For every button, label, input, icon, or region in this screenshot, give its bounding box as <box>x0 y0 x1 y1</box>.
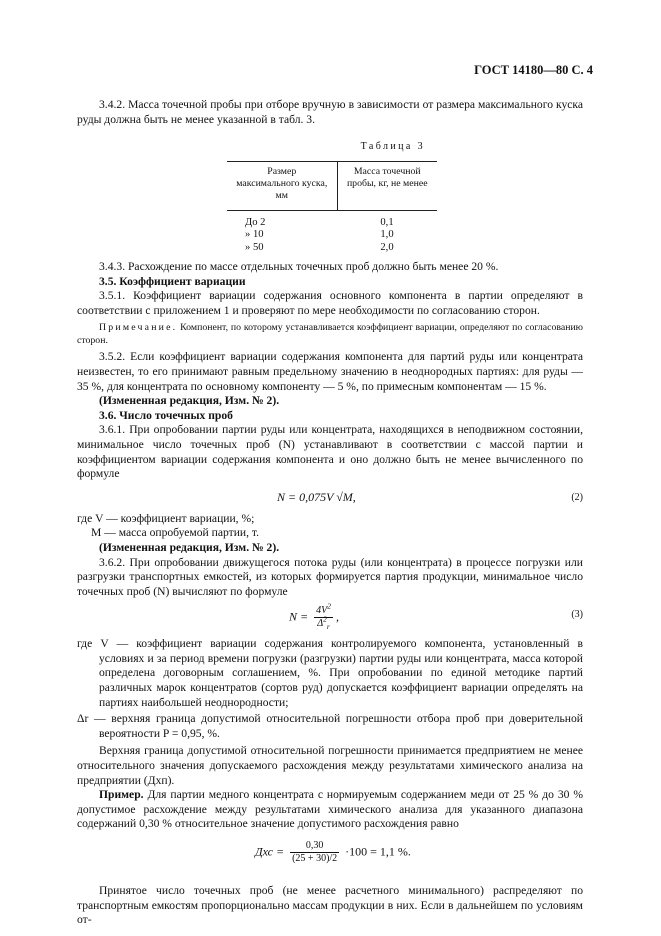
paragraph-3-6-1: 3.6.1. При опробовании партии руды или концентрата, находящихся в неподвижном состоянии, минимальное число точечных проб (N) устанавливают в соответствии с массой партии и коэффициентом вариации содержания компонента и оно должно быть не менее вычисленного по формуле <box>77 423 583 481</box>
document-body <box>77 98 583 928</box>
formula-4-numerator: 0,30 <box>290 840 339 853</box>
paragraph-3-6-2: 3.6.2. При опробовании движущегося потока руды (или концентрата) в процессе погрузки или разгрузки транспортных емкостей, из которых формируется партия продукции, минимальное число точечных проб (N) вычисляют по формуле <box>77 555 583 598</box>
paragraph-3-4-3: 3.4.3. Расхождение по массе отдельных точечных проб должно быть менее 20 %. <box>99 260 499 273</box>
table-cell-mass: 2,0 <box>380 241 394 253</box>
formula-4-denominator: (25 + 30)/2 <box>292 853 338 864</box>
table-row <box>227 210 437 229</box>
section-heading-3-6: 3.6. Число точечных проб <box>99 408 233 422</box>
edit-note-2: (Измененная редакция, Изм. № 2). <box>99 540 280 554</box>
formula-3-lhs: N = <box>289 609 309 624</box>
paragraph-3-4-2: 3.4.2. Масса точечной пробы при отборе вручную в зависимости от размера максимального куска руды должна быть не менее указанной в табл. 3. <box>77 98 583 126</box>
example-label: Пример. <box>99 788 144 802</box>
table-row <box>227 242 437 254</box>
page-header: ГОСТ 14180—80 С. 4 <box>474 63 593 77</box>
table-cell-size: » 10 <box>245 229 264 241</box>
formula-3-denominator: $\Delta^2_r$ <box>317 614 330 632</box>
edit-note-1: (Измененная редакция, Изм. № 2). <box>99 394 280 408</box>
section-heading-3-5: 3.5. Коэффициент вариации <box>99 274 246 288</box>
formula-2-text: N = 0,075V √M, <box>277 489 356 504</box>
formula-4-lhs: Дхс = <box>255 844 285 859</box>
formula-4 <box>77 838 583 870</box>
table-header-size: Размер максимального куска, мм <box>227 161 337 210</box>
table-row <box>227 229 437 241</box>
formula-4-rhs: ·100 = 1,1 %. <box>345 844 411 859</box>
where-v: где V — коэффициент вариации, %; <box>77 511 255 525</box>
note <box>77 321 583 347</box>
table-caption: Таблица 3 <box>360 141 425 153</box>
formula-3-expression: N = $\frac{4V^2}{\Delta^2_r}$ , <box>289 601 339 632</box>
where-delta: Δr — верхняя граница допустимой относительной погрешности отбора проб при доверительной вероятности P = 0,95, %. <box>77 712 583 740</box>
note-label: Примечание. <box>99 322 178 334</box>
where-m: M — масса опробуемой партии, т. <box>91 526 260 540</box>
formula-3-number: (3) <box>571 609 583 621</box>
paragraph-3-5-2: 3.5.2. Если коэффициент вариации содержания компонента для партий руды или концентрата неизвестен, то его принимают равным предельному значению в неоднородных партиях: для руды — 35 %, для концентрата по основному компоненту — 5 %, по примесным компонентам — 15 %. <box>77 350 583 393</box>
paragraph-last: Принятое число точечных проб (не менее расчетного минимального) распределяют по транспортным емкостям пропорционально массам продукции в них. Если в дальнейшем по условиям от- <box>77 884 583 927</box>
example-text: Для партии медного концентрата с нормируемым содержанием меди от 25 % до 30 % допустимое расхождение между результатами химического анализа для указанного диапазона содержаний 0,30 % относительное значение допустимого расхождения равно <box>77 788 583 831</box>
formula-3-fraction <box>314 601 333 632</box>
formula-2 <box>77 486 583 508</box>
formula-3 <box>77 603 583 633</box>
formula-2-number: (2) <box>571 491 583 503</box>
table-header-mass: Масса точечной пробы, кг, не менее <box>337 161 437 210</box>
table-cell-size: » 50 <box>245 241 264 253</box>
formula-3-numerator: $4V^2$ <box>316 601 331 617</box>
formula-4-expression <box>255 840 411 865</box>
note-text: Компонент, по которому устанавливается коэффициент вариации, определяют по согласованию сторон. <box>77 322 584 347</box>
paragraph-3-5-1: 3.5.1. Коэффициент вариации содержания основного компонента в партии определяют в соответствии с приложением 1 и проверяют по мере необходимости по согласованию сторон. <box>77 289 583 317</box>
where-v-extended: где V — коэффициент вариации содержания контролируемого компонента, установленный в условиях и за период времени погрузки (разгрузки) партии руды или концентрата, масса которой определена договорным соглашением, %. При опробовании по единой методике партий различных марок концентратов (сортов руд) допускается коэффициент вариации определять на партиях наибольшей неоднородности; <box>77 637 583 709</box>
table-3 <box>227 161 437 254</box>
table-cell-size: До 2 <box>245 216 266 228</box>
paragraph-upper-bound: Верхняя граница допустимой относительной погрешности принимается предприятием не менее относительного значения допускаемого расхождения между результатами химического анализа на предприятии (Дхп). <box>77 744 583 787</box>
formula-4-fraction <box>290 840 339 865</box>
table-cell-mass: 1,0 <box>380 229 394 241</box>
example-paragraph <box>77 788 583 832</box>
table-cell-mass: 0,1 <box>380 216 394 228</box>
